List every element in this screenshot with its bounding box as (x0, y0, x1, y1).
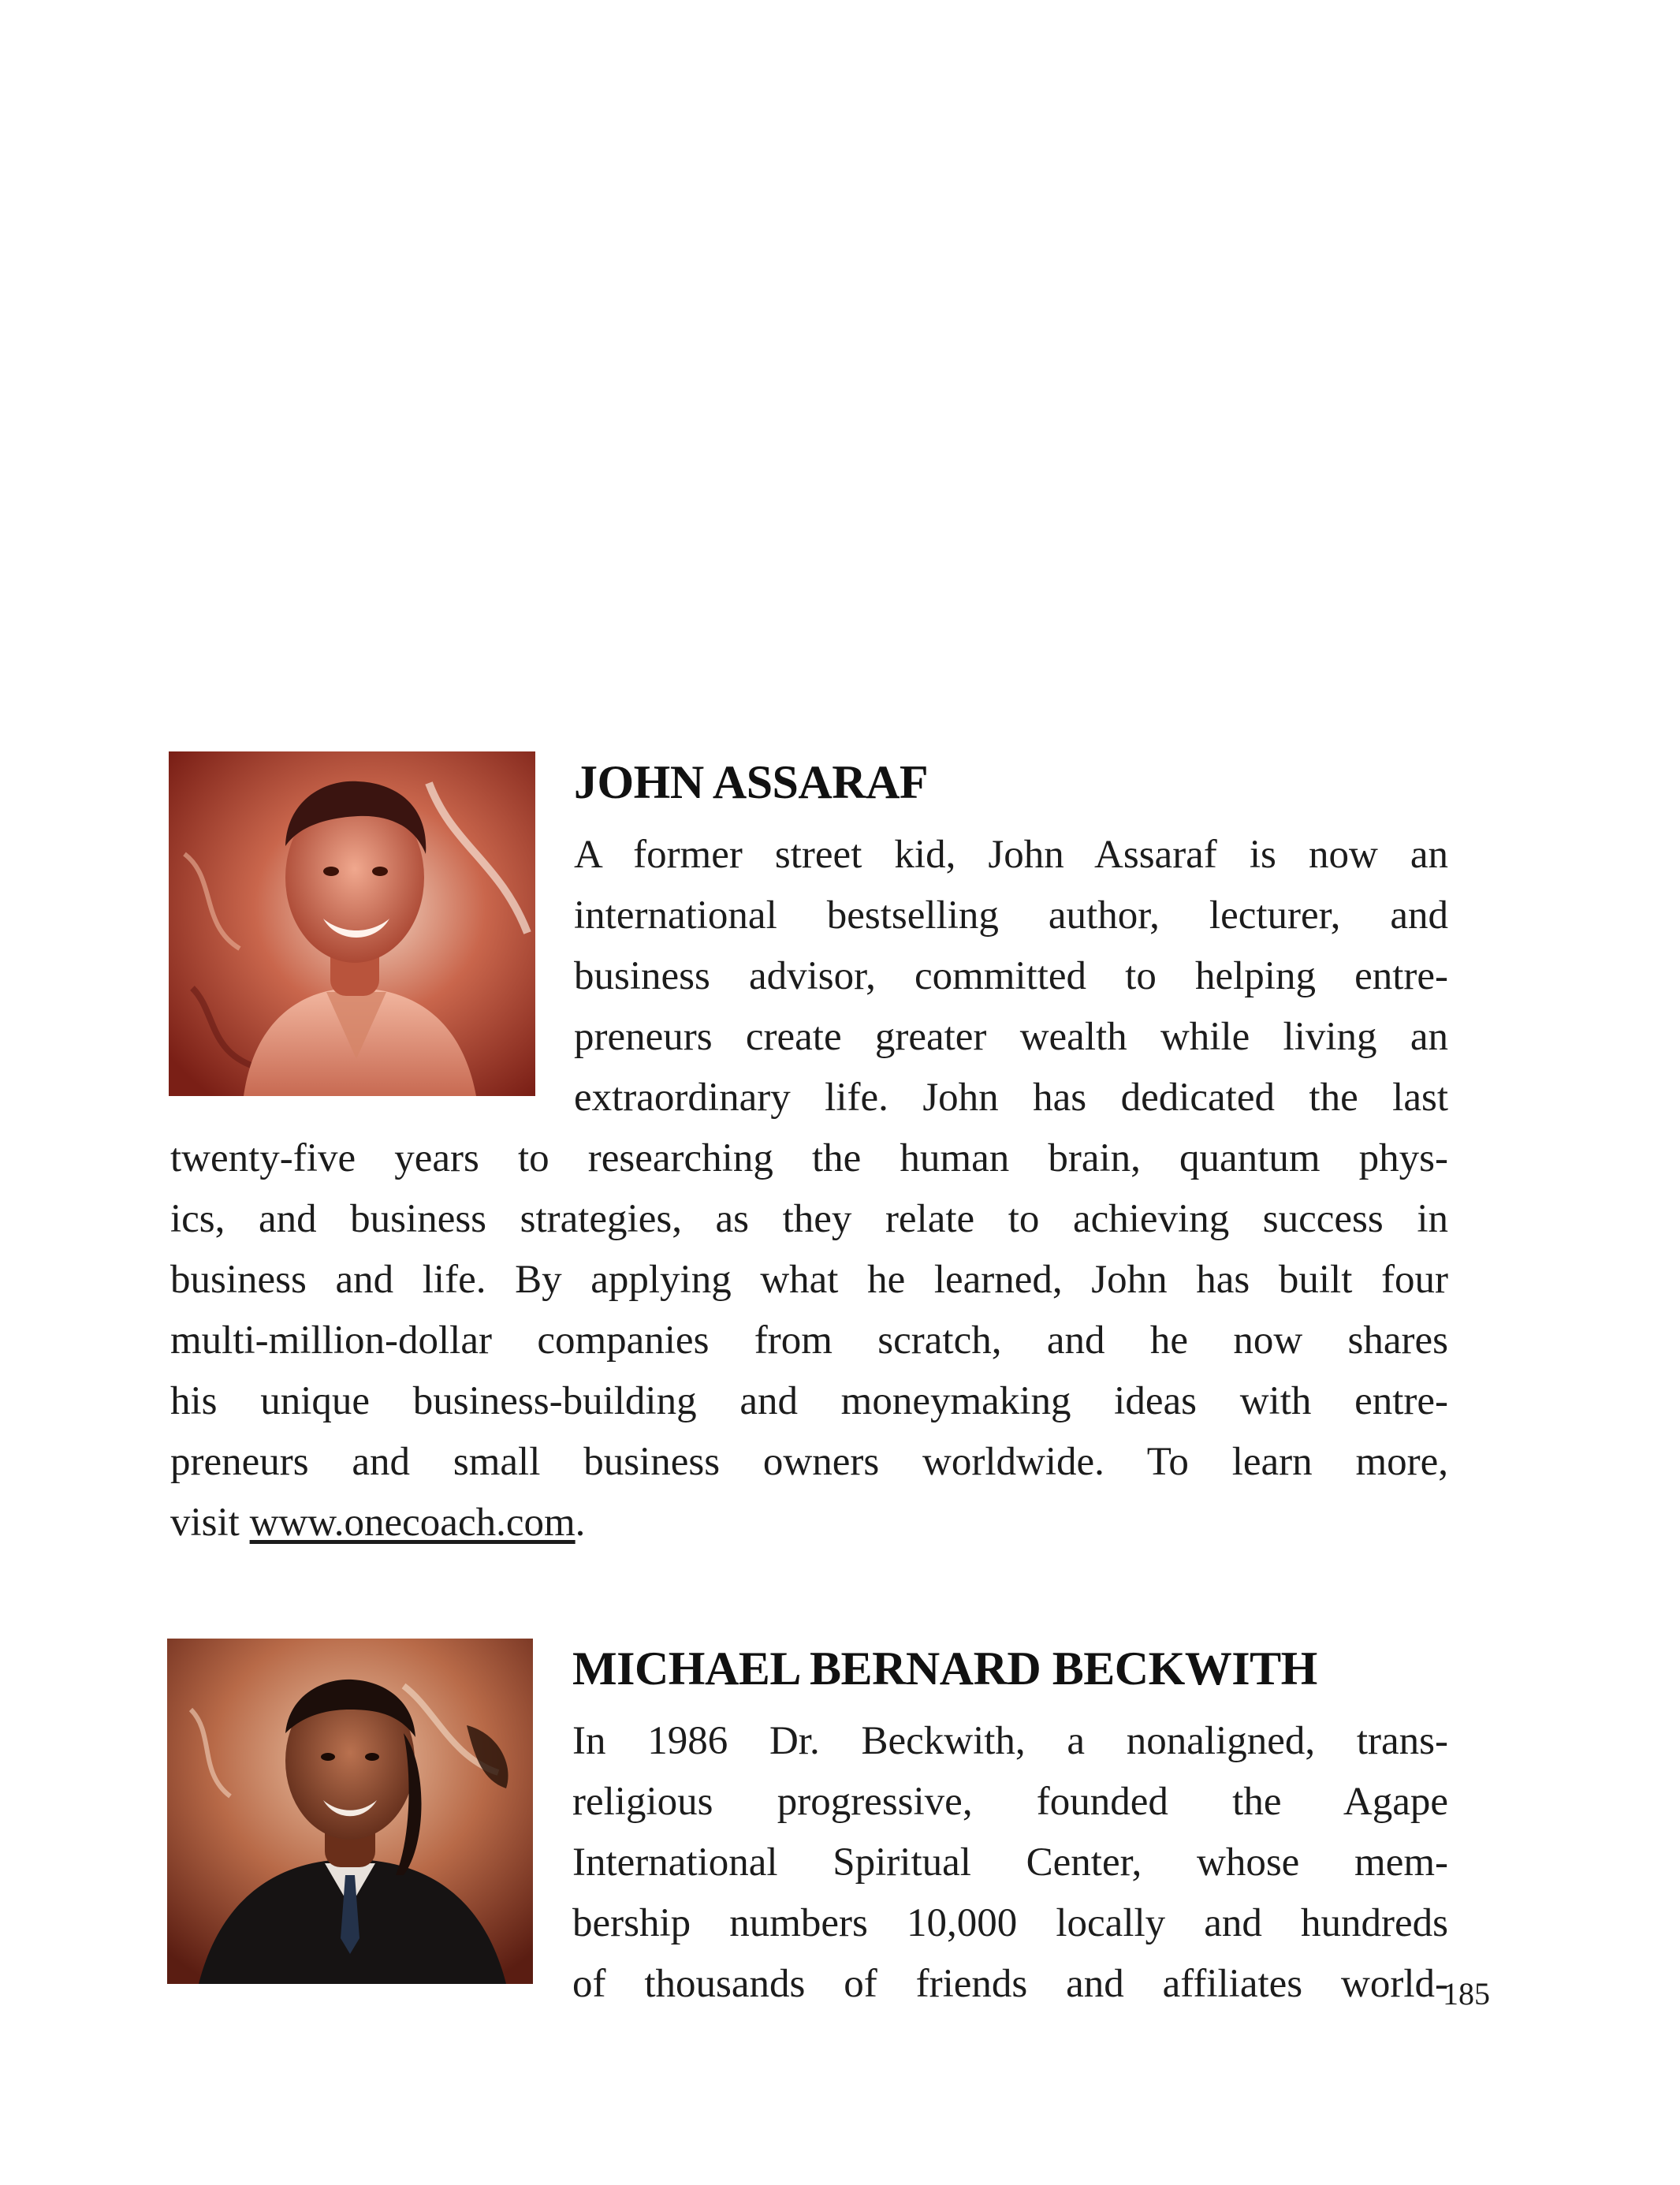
bio-text-line: preneurs and small business owners worldwide. To learn more, (170, 1440, 1448, 1484)
onecoach-website-link[interactable]: www.onecoach.com (249, 1501, 576, 1545)
bio-text-line: ics, and business strategies, as they relate to achieving success in (170, 1197, 1448, 1241)
bio-text-visit: visit (170, 1501, 250, 1545)
page-number: 185 (1443, 1976, 1490, 2012)
michael-beckwith-portrait (167, 1639, 533, 1984)
bio-text-line: business and life. By applying what he learned, John has built four (170, 1258, 1448, 1302)
bio-name-john-assaraf: JOHN ASSARAF (574, 756, 929, 808)
bio-name-michael-bernard-beckwith: MICHAEL BERNARD BECKWITH (572, 1642, 1317, 1695)
bio-text-period: . (575, 1501, 586, 1545)
bio-text-line: his unique business-building and moneymaking ideas with entre- (170, 1379, 1448, 1423)
bio-text-line: of thousands of friends and affiliates world- (572, 1962, 1448, 2006)
bio-text-line: bership numbers 10,000 locally and hundreds (572, 1901, 1448, 1945)
bio-text-line: twenty-five years to researching the human brain, quantum phys- (170, 1136, 1448, 1180)
portrait-photo-icon (169, 751, 535, 1096)
john-assaraf-portrait (169, 751, 535, 1096)
bio-text-last-line (170, 1499, 1448, 1546)
portrait-photo-icon (167, 1639, 533, 1984)
bio-text-line: In 1986 Dr. Beckwith, a nonaligned, trans- (572, 1719, 1448, 1763)
bio-text-line: international bestselling author, lecturer, and (574, 893, 1448, 938)
bio-text-line: preneurs create greater wealth while living an (574, 1015, 1448, 1059)
bio-text-line: business advisor, committed to helping entre- (574, 954, 1448, 998)
bio-text-line: A former street kid, John Assaraf is now an (574, 833, 1448, 877)
bio-text-line: religious progressive, founded the Agape (572, 1780, 1448, 1824)
bio-text-line: extraordinary life. John has dedicated the last (574, 1076, 1448, 1120)
bio-text-line: multi-million-dollar companies from scratch, and he now shares (170, 1318, 1448, 1363)
bio-text-line: International Spiritual Center, whose mem- (572, 1840, 1448, 1885)
